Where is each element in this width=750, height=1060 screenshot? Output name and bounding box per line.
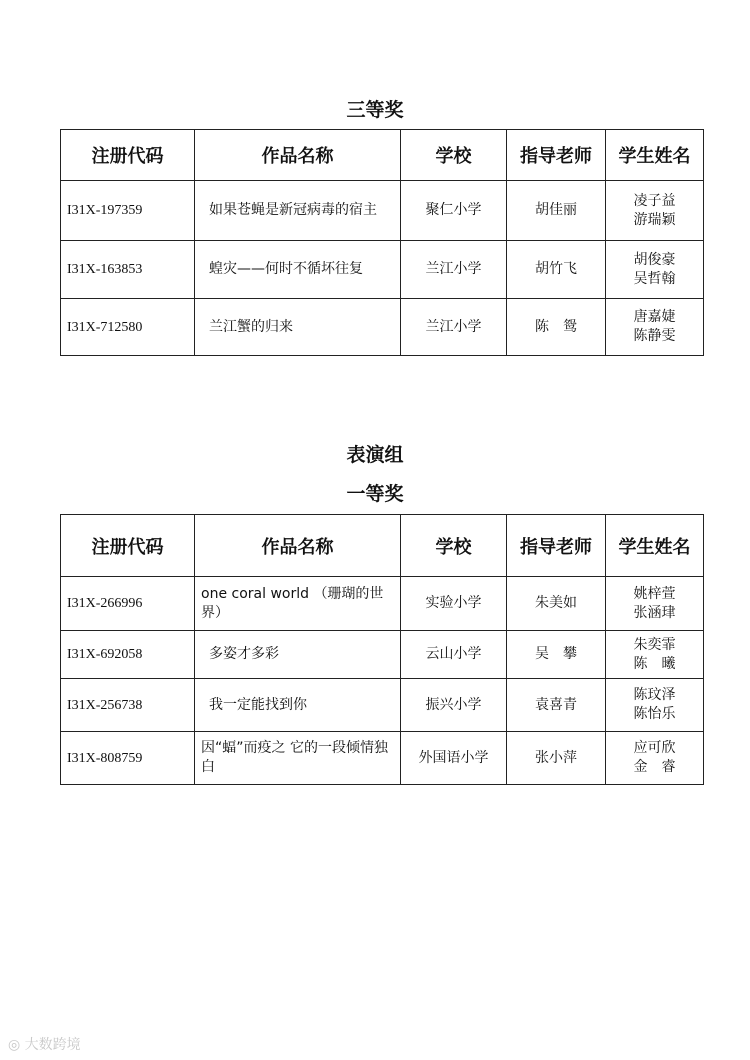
school-name: 兰江小学 [401, 299, 507, 356]
registration-code: I31X-692058 [61, 631, 195, 679]
school-name: 兰江小学 [401, 241, 507, 299]
work-title: 因“蝠”而疫之 它的一段倾情独白 [195, 732, 401, 785]
section1-heading: 三等奖 [346, 99, 404, 121]
header-school: 学校 [401, 515, 507, 577]
work-title: 多姿才多彩 [195, 631, 401, 679]
work-title: 我一定能找到你 [195, 679, 401, 732]
header-students: 学生姓名 [606, 515, 704, 577]
award-table-first-prize [60, 514, 704, 785]
school-name: 实验小学 [401, 577, 507, 631]
student-names: 唐嘉婕 陈静雯 [606, 299, 704, 356]
watermark-logo-icon: ◎ [8, 1037, 21, 1053]
work-title: 如果苍蝇是新冠病毒的宿主 [195, 181, 401, 241]
student-names: 陈玟泽 陈怡乐 [606, 679, 704, 732]
group-heading: 表演组 [346, 444, 404, 466]
work-title: 蝗灾——何时不循坏往复 [195, 241, 401, 299]
table-header-row [61, 130, 704, 181]
school-name: 聚仁小学 [401, 181, 507, 241]
registration-code: I31X-197359 [61, 181, 195, 241]
student-names: 应可欣 金 睿 [606, 732, 704, 785]
registration-code: I31X-266996 [61, 577, 195, 631]
award-table-third-prize [60, 129, 704, 356]
table-row [61, 732, 704, 785]
table-row [61, 577, 704, 631]
table-row [61, 181, 704, 241]
work-title: 兰江蟹的归来 [195, 299, 401, 356]
table-row [61, 631, 704, 679]
school-name: 振兴小学 [401, 679, 507, 732]
table-row [61, 299, 704, 356]
header-teacher: 指导老师 [507, 515, 606, 577]
table-header-row [61, 515, 704, 577]
student-names: 姚梓萱 张涵珒 [606, 577, 704, 631]
teacher-name: 陈 鸳 [507, 299, 606, 356]
teacher-name: 朱美如 [507, 577, 606, 631]
registration-code: I31X-712580 [61, 299, 195, 356]
header-teacher: 指导老师 [507, 130, 606, 181]
watermark-text: 大数跨境 [24, 1037, 81, 1053]
header-school: 学校 [401, 130, 507, 181]
teacher-name: 吴 攀 [507, 631, 606, 679]
table-row [61, 679, 704, 732]
school-name: 外国语小学 [401, 732, 507, 785]
student-names: 胡俊豪 吴哲翰 [606, 241, 704, 299]
student-names: 朱奕霏 陈 曦 [606, 631, 704, 679]
teacher-name: 胡佳丽 [507, 181, 606, 241]
teacher-name: 张小萍 [507, 732, 606, 785]
registration-code: I31X-256738 [61, 679, 195, 732]
table-row [61, 241, 704, 299]
work-title: one coral world （珊瑚的世界） [195, 577, 401, 631]
registration-code: I31X-163853 [61, 241, 195, 299]
school-name: 云山小学 [401, 631, 507, 679]
header-students: 学生姓名 [606, 130, 704, 181]
registration-code: I31X-808759 [61, 732, 195, 785]
watermark [8, 1034, 81, 1054]
header-title: 作品名称 [195, 130, 401, 181]
teacher-name: 袁喜青 [507, 679, 606, 732]
header-title: 作品名称 [195, 515, 401, 577]
section2-heading: 一等奖 [346, 483, 404, 505]
student-names: 凌子益 游瑞颖 [606, 181, 704, 241]
header-code: 注册代码 [61, 130, 195, 181]
teacher-name: 胡竹飞 [507, 241, 606, 299]
header-code: 注册代码 [61, 515, 195, 577]
